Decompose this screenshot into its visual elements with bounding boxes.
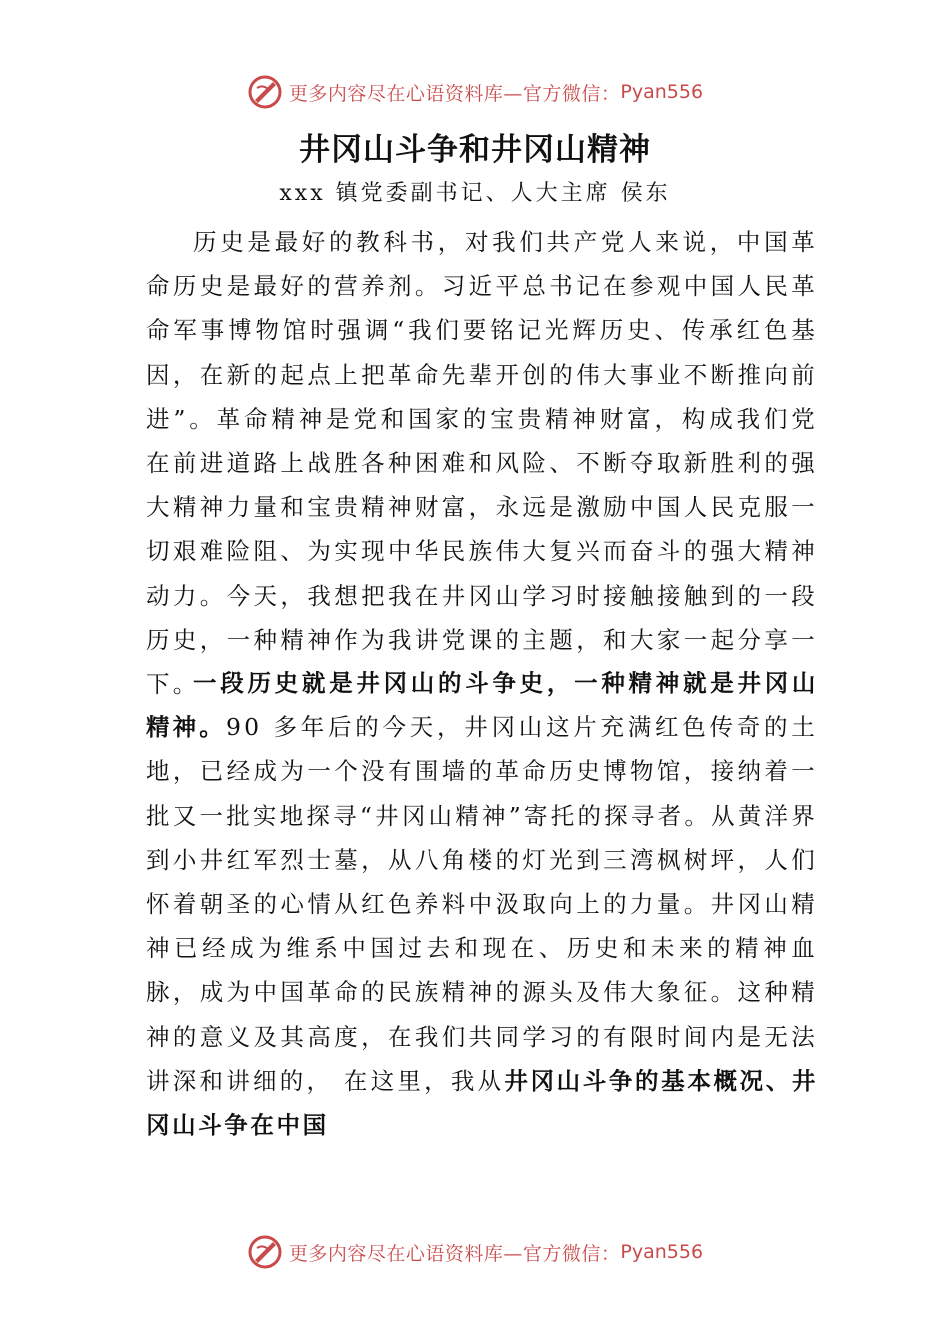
watermark-text: 更多内容尽在心语资料库—官方微信： (288, 1242, 621, 1265)
footer-watermark (0, 1232, 950, 1272)
header-watermark (0, 72, 950, 112)
watermark-text: 更多内容尽在心语资料库—官方微信： (288, 82, 621, 105)
paragraph-2-text (146, 661, 818, 1147)
watermark-id: Pyan556 (620, 81, 704, 103)
paragraph-2-bold-lead: 一段历史就是井冈山的斗争史，一种精神就是井冈山精神。 (146, 669, 818, 742)
document-author: xxx 镇党委副书记、人大主席 侯东 (279, 181, 671, 206)
paragraph-2-bold-tail: 井冈山斗争的基本概况、井冈山斗争在中国 (146, 1066, 818, 1140)
pen-logo-icon (247, 74, 283, 110)
paragraph-2 (146, 661, 818, 1147)
paragraph-1 (146, 220, 818, 706)
paragraph-2-body: 90 多年后的今天，井冈山这片充满红色传奇的土地，已经成为一个没有围墙的革命历史博物馆，接纳着一批又一批实地探寻“井冈山精神”寄托的探寻者。从黄洋界到小井红军烈士墓，从八角楼的灯光到三湾枫树坪，人们怀着朝圣的心情从红色养料中汲取向上的力量。井冈山精神已经成为维系中国过去和现在、历史和未来的精神血脉，成为中国革命的民族精神的源头及伟大象征。这种精神的意义及其高度，在我们共同学习的有限时间内是无法讲深和讲细的， 在这里，我从 (146, 713, 818, 1095)
paragraph-1-text: 历史是最好的教科书，对我们共产党人来说，中国革命历史是最好的营养剂。习近平总书记在参观中国人民革命军事博物馆时强调“我们要铭记光辉历史、传承红色基因，在新的起点上把革命先辈开创的伟大事业不断推向前进”。革命精神是党和国家的宝贵精神财富，构成我们党在前进道路上战胜各种困难和风险、不断夺取新胜利的强大精神力量和宝贵精神财富，永远是激励中国人民克服一切艰难险阻、为实现中华民族伟大复兴而奋斗的强大精神动力。今天，我想把我在井冈山学习时接触接触到的一段历史，一种精神作为我讲党课的主题，和大家一起分享一下。 (146, 228, 818, 699)
watermark-id: Pyan556 (620, 1241, 704, 1263)
pen-logo-icon (247, 1234, 283, 1270)
document-title: 井冈山斗争和井冈山精神 (299, 132, 651, 168)
